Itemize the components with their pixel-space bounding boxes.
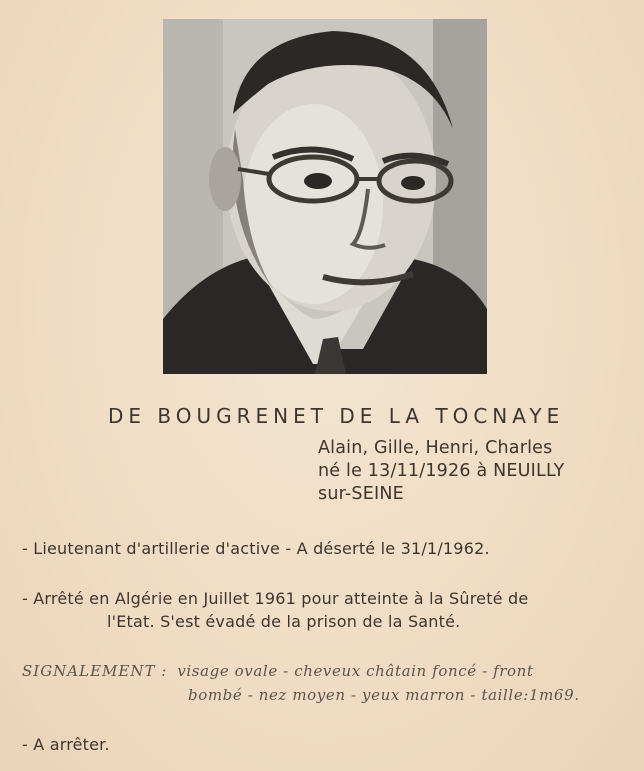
signalement-text1: visage ovale - cheveux châtain foncé - front	[177, 662, 534, 680]
portrait-photo	[163, 19, 487, 374]
given-names: Alain, Gille, Henri, Charles	[318, 438, 553, 458]
fact-rank-desertion: - Lieutenant d'artillerie d'active - A déserté le 31/1/1962.	[22, 539, 490, 558]
surname-block	[108, 404, 628, 428]
fact-arrest-line1: - Arrêté en Algérie en Juillet 1961 pour atteinte à la Sûreté de	[22, 589, 529, 608]
arrest-order: - A arrêter.	[22, 735, 110, 754]
signalement-line1	[22, 662, 534, 680]
birth-line: né le 13/11/1926 à NEUILLY	[318, 461, 565, 481]
fact-arrest-line2: l'Etat. S'est évadé de la prison de la Santé.	[107, 612, 461, 631]
signalement-label: SIGNALEMENT :	[22, 662, 168, 680]
portrait-illustration	[163, 19, 487, 374]
signalement-line2: bombé - nez moyen - yeux marron - taille:1m69.	[188, 686, 580, 704]
surname: DE BOUGRENET DE LA TOCNAYE	[108, 404, 565, 428]
birth-place-continued: sur-SEINE	[318, 484, 404, 504]
